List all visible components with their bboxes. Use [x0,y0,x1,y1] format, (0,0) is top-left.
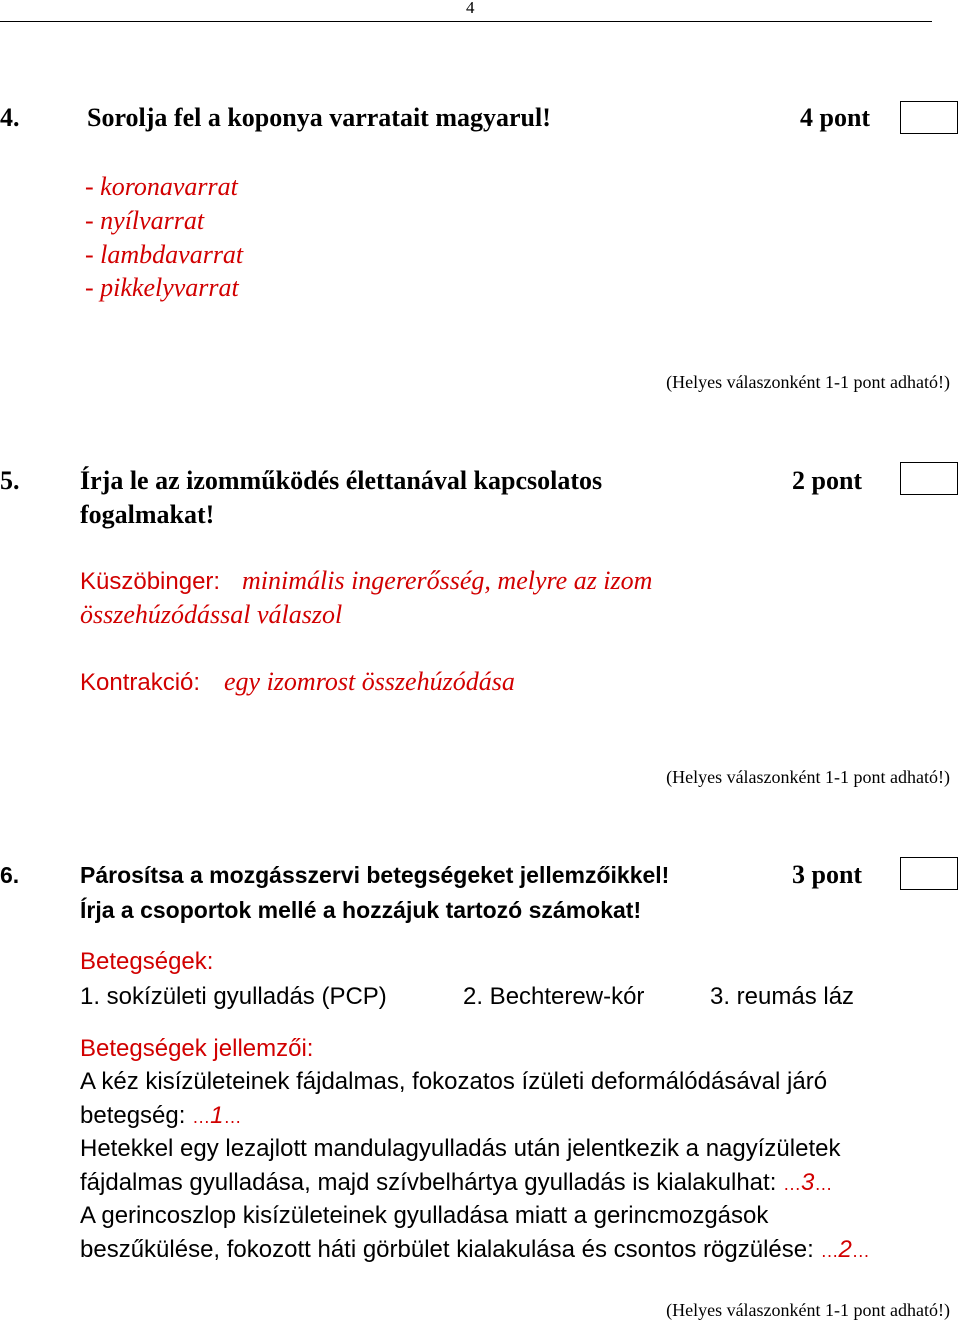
q6-number: 6. [0,862,20,888]
q6-question-line2: Írja a csoportok mellé a hozzájuk tartozó számokat! [80,897,642,923]
q5-term1-answer-line1: minimális ingererősség, melyre az izom [242,566,653,595]
q4-scoring-note: (Helyes válaszonként 1-1 pont adható!) [666,372,950,392]
q6-points: 3 pont [792,860,863,889]
q6-feature2-text: fájdalmas gyulladása, majd szívbelhártya gyulladás is kialakulhat: [80,1169,777,1196]
q6-feature1-line1: A kéz kisízületeinek fájdalmas, fokozatos ízületi deformálódásával járó [80,1068,828,1095]
q5-question-line1: Írja le az izomműködés élettanával kapcsolatos [80,466,603,495]
q6-scoring-note: (Helyes válaszonként 1-1 pont adható!) [666,1300,950,1320]
q6-feature1-line2 [80,1102,241,1130]
q4-answer-3: - lambdavarrat [85,240,244,269]
q6-question-line1: Párosítsa a mozgásszervi betegségeket jellemzőikkel! [80,862,670,888]
q6-feature3-line1: A gerincoszlop kisízületeinek gyulladása miatt a gerincmozgások [80,1202,769,1229]
header-rule [0,21,932,22]
q4-question: Sorolja fel a koponya varratait magyarul! [87,103,551,132]
q6-feature1-dots-after: … [223,1107,242,1127]
q6-feature3-dots-before: … [820,1241,839,1261]
q6-feature2-answer: 3 [801,1169,815,1196]
q5-score-box[interactable] [900,462,958,495]
q6-feature1-dots-before: … [192,1107,211,1127]
q6-feature1-answer: 1 [210,1102,224,1129]
q5-scoring-note: (Helyes válaszonként 1-1 pont adható!) [666,767,950,787]
q6-feature2-line1: Hetekkel egy lezajlott mandulagyulladás után jelentkezik a nagyízületek [80,1135,841,1162]
q6-feature2-line2 [80,1169,832,1197]
q5-term1-answer-line2: összehúzódással válaszol [80,600,343,629]
q4-answer-4: - pikkelyvarrat [85,273,239,302]
page-number: 4 [466,0,475,17]
q6-feature2-dots-before: … [783,1174,802,1194]
q5-question-line2: fogalmakat! [80,500,215,529]
q5-term1-label: Küszöbinger: [80,568,221,595]
q5-number: 5. [0,466,20,495]
q6-disease-3: 3. reumás láz [710,983,855,1010]
q6-feature2-dots-after: … [814,1174,833,1194]
q6-disease-2: 2. Bechterew-kór [463,983,645,1010]
q4-points: 4 pont [800,103,871,132]
q5-term2-label: Kontrakció: [80,669,201,696]
q6-features-label: Betegségek jellemzői: [80,1035,314,1062]
q6-diseases-label: Betegségek: [80,948,214,975]
q6-feature3-text: beszűkülése, fokozott háti görbület kialakulása és csontos rögzülése: [80,1236,814,1263]
q5-points: 2 pont [792,466,863,495]
q6-feature1-text: betegség: [80,1102,186,1129]
q4-score-box[interactable] [900,101,958,134]
q5-term2-answer: egy izomrost összehúzódása [224,667,515,696]
q6-feature3-dots-after: … [851,1241,870,1261]
q6-feature3-line2 [80,1236,870,1264]
q4-number: 4. [0,103,20,132]
q4-answer-1: - koronavarrat [85,172,238,201]
q6-score-box[interactable] [900,857,958,890]
q6-disease-1: 1. sokízületi gyulladás (PCP) [80,983,387,1010]
q6-feature3-answer: 2 [838,1236,852,1263]
q4-answer-2: - nyílvarrat [85,206,205,235]
